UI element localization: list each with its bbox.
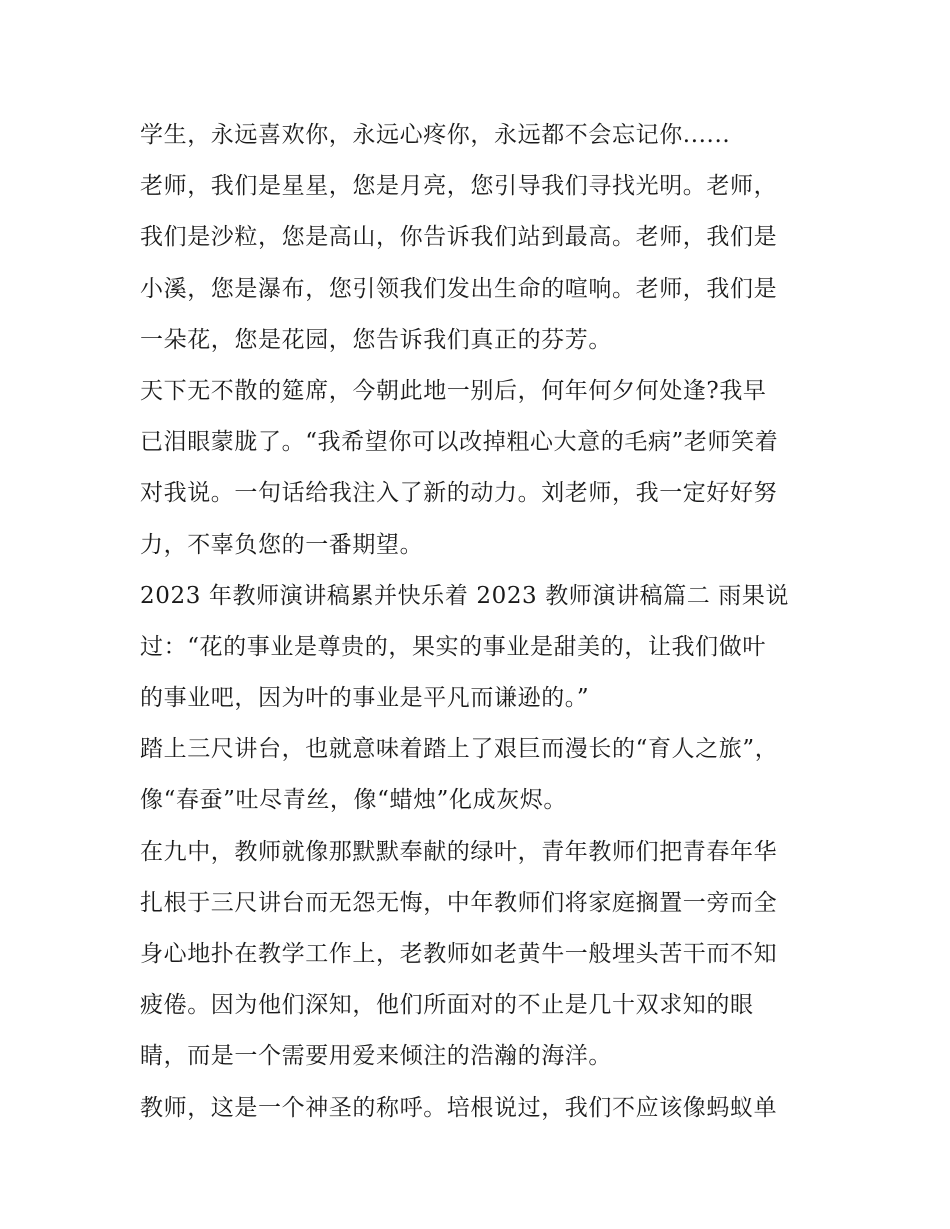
text-line: 2023 年教师演讲稿累并快乐着 2023 教师演讲稿篇二 雨果说 [140, 582, 790, 609]
text-line: 疲倦。因为他们深知，他们所面对的不止是几十双求知的眼 [140, 992, 754, 1019]
text-line: 的事业吧，因为叶的事业是平凡而谦逊的。” [140, 685, 590, 712]
text-line: 小溪，您是瀑布，您引领我们发出生命的喧响。老师，我们是 [140, 275, 778, 302]
text-line: 在九中，教师就像那默默奉献的绿叶，青年教师们把青春年华 [140, 838, 778, 865]
text-line: 过：“花的事业是尊贵的，果实的事业是甜美的，让我们做叶 [140, 633, 766, 660]
text-line: 学生，永远喜欢你，永远心疼你，永远都不会忘记你...... [140, 122, 731, 148]
text-line: 睛，而是一个需要用爱来倾注的浩瀚的海洋。 [140, 1043, 612, 1070]
document-body [140, 110, 820, 1134]
text-line: 天下无不散的筵席，今朝此地一别后，何年何夕何处逢?我早 [140, 377, 767, 404]
text-line: 身心地扑在教学工作上，老教师如老黄牛一般埋头苦干而不知 [140, 941, 778, 967]
text-line: 踏上三尺讲台，也就意味着踏上了艰巨而漫长的“育人之旅”， [140, 736, 779, 763]
text-line: 教师，这是一个神圣的称呼。培根说过，我们不应该像蚂蚁单 [140, 1094, 778, 1121]
text-line: 已泪眼蒙胧了。“我希望你可以改掉粗心大意的毛病”老师笑着 [140, 429, 779, 456]
text-line: 扎根于三尺讲台而无怨无悔，中年教师们将家庭搁置一旁而全 [140, 889, 778, 916]
text-line: 一朵花，您是花园，您告诉我们真正的芬芳。 [140, 326, 612, 353]
text-line: 老师，我们是星星，您是月亮，您引导我们寻找光明。老师， [140, 173, 778, 200]
text-line: 我们是沙粒，您是高山，你告诉我们站到最高。老师，我们是 [140, 224, 778, 251]
text-line: 力，不辜负您的一番期望。 [140, 531, 424, 558]
text-line: 像“春蚕”吐尽青丝，像“蜡烛”化成灰烬。 [140, 787, 568, 814]
text-line: 对我说。一句话给我注入了新的动力。刘老师，我一定好好努 [140, 480, 778, 507]
